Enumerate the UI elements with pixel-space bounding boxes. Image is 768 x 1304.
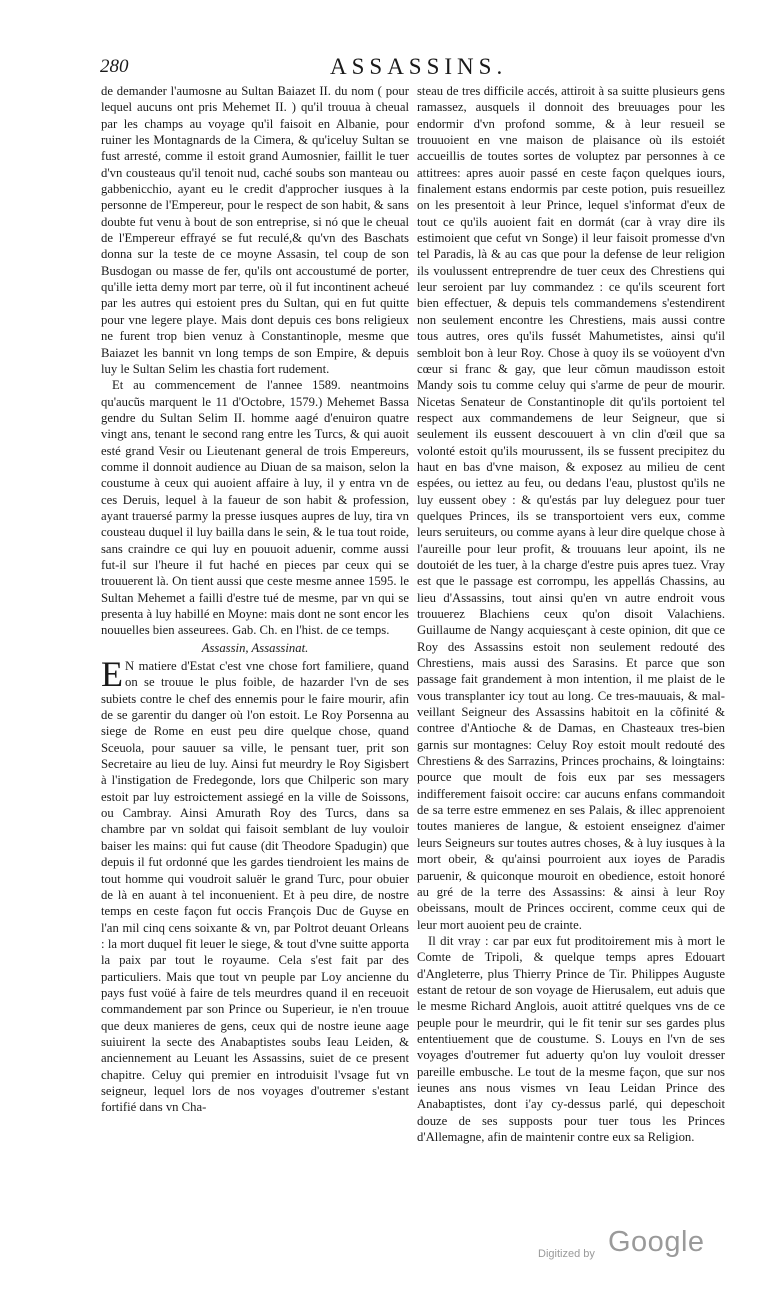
left-paragraph-1: de demander l'aumosne au Sultan Baiazet II. du nom ( pour lequel aucuns ont pris Mehemet II. ) qu'il trouua à cheual par les champs au voyage qu'il faisoit en Albanie, pour ruiner les Montagnards de la Cimera, & qu'iceluy Sultan se fust arresté, comme il estoit grand Aumosnier, faillit le tuer d'vn cousteaus qu'il tenoit nud, caché soubs son manteau ou gabbenicchio, ayant eu le credit d'approcher iusques à la personne de l'Empereur, pour le respect de son habit, & sans doubte fut venu à bout de son entreprise, si nó que le cheual de l'Empereur effrayé se fut reculé,& qu'vn des Baschats donna sur la teste de ce moyne Assasin, tel coup de son Busdogan ou masse de fer, qu'ils ont accoustumé de porter, qu'ille ietta demy mort par terre, où il fut incontinent acheué par les autres qui estoient pres du Sultan, qui en fut quitte pour vne legere playe. Mais dont depuis ces bons religieux ne furent trop bien venuz à Constantinople, mesme que Baiazet les bannit vn long temps de son Empire, & depuis luy le Sultan Selim les chastia fort rudement. (101, 84, 409, 376)
left-paragraph-3: EN matiere d'Estat c'est vne chose fort familiere, quand on se trouue le plus foible, de hazarder l'vn de ses subiets contre le chef des ennemis pour le faire mourir, afin de se garentir du danger où l'on estoit. Le Roy Porsenna au siege de Rome en eust peu dire quelque chose, quand Sceuola, pour sauuer sa ville, le pensant tuer, prit son Secretaire au lieu de luy. Ainsi fut meurdry le Roy Sigisbert à l'instigation de Fredegonde, lors que Chilperic son mary estoit par luy estroictement assiegé en la ville de Soissons, ou Cambray. Ainsi Amurath Roy des Turcs, dans sa chambre par vn soldat qui faisoit semblant de luy vouloir baiser les mains: qui fut cause (dit Theodore Spadugin) que depuis il fut ordonné que les gardes tiendroient les mains de tout homme qui voudroit saluër le grand Turc, pour obuier de là en auant à tel inconuenient. Et à peu dire, de nostre temps en ceste façon fut occis François Duc de Guyse en l'an mil cinq cens soixante & vn, par Poltrot deuant Orleans : la mort duquel fit leuer le siege, & tout d'vne suitte apporta la paix par tout le royaume. Cela s'est fait par des particuliers. Mais que tout vn peuple par Loy ancienne du pays fust voüé à faire de tels meurdres quand il en receuoit commandement par son Prince ou Superieur, ie n'en trouue que deux manieres de gens, ceux qui de nostre ieune aage suiuirent la secte des Anabaptistes soubs Ieau Leiden, & anciennement au Leuant les Assassins, suiet de ce present chapitre. Celuy qui premier en introduisit l'vsage fut vn seigneur, lequel lors de nos voyages d'outremer s'estant fortifié dans vn Cha- (101, 654, 409, 1115)
page-number: 280 (100, 56, 129, 77)
running-head: ASSASSINS. (330, 54, 508, 79)
right-column (417, 83, 725, 1144)
page-header (100, 56, 720, 84)
google-logo: Google (608, 1226, 705, 1258)
digitized-by-text: Digitized by (538, 1248, 595, 1260)
section-subheading: Assassin, Assassinat. (201, 640, 309, 655)
right-paragraph-2: Il dit vray : car par eux fut proditoirement mis à mort le Comte de Tripoli, & quelque temps apres Edouart d'Angleterre, plus Thierry Prince de Tir. Philippes Auguste estant de retour de son voyage de Hierusalem, eut aduis que le mesme Richard Anglois, auoit attitré quelques vns de ce peuple pour le meurdrir, qui le fit tenir sur ses gardes plus ententiuement que de coustume. S. Louys en l'vn de ses voyages d'outremer fut aduerty qu'on luy vouloit dresser pareille embusche. Le tout de la mesme façon, que sur nos ieunes ans nous vismes vn Ieau Leidan Prince des Anabaptistes, dont i'ay cy-dessus parlé, qui depeschoit douze de ses supposts pour tuer tous les Princes d'Allemagne, afin de maintenir contre eux sa Religion. (417, 933, 725, 1144)
left-column (101, 83, 409, 1115)
right-paragraph-1: steau de tres difficile accés, attiroit à sa suitte plusieurs gens ramassez, ausquels il donnoit des breuuages pour les endormir d'vn profond somme, & à leur resueil se trouuoient en vne maison de plaisance où ils estoiét accueillis de toutes sortes de voluptez par personnes à ce attitrees: apres auoir passé en ceste façon quelques iours, finalement estans endormis par ceste potion, puis resueillez on les presentoit à leur Prince, lequel s'informat d'eux de tout ce qu'ils auoient fait en dormát (car à vray dire ils estimoient que cefut vn Songe) il leur faisoit promesse d'vn tel Paradis, là & au cas que pour la defense de leur religion ils voulussent entreprendre de tuer ceux des Chrestiens qui leur seroient par luy commandez : ce qu'ils sceurent fort bien effectuer, & depuis tels commandemens s'estendirent non seulement encontre les Chrestiens, mais aussi contre tous autres, ores qu'ils fussét Mahumetistes, ainsi qu'il sembloit bon à leur Roy. Chose à quoy ils se voüoyent d'vn cœur si franc & gay, que leur cõmun maudisson estoit Mandy sois tu comme celuy qui s'arme de peur de mourir. Nicetas Senateur de Constantinople dit qu'ils portoient tel respect aux commandemens de leur Seigneur, que si seulement ils eussent descouuert à vn clin d'œil que sa volonté estoit qu'ils mourussent, ils se fussent precipitez du haut en bas d'vne maison, & exposez au milieu de cent espées, ou iettez au feu, ou dedans l'eau, plustost qu'ils ne luy eussent obey : & qu'estás par luy deleguez pour tuer quelques Princes, ils se transportoient vers eux, comme leurs seruiteurs, ou comme ayans à leur dire quelque chose à l'aureille pour leur profit, & trouuans leur apoint, ils ne doutoiét de les tuer, à la charge d'estre puis apres tuez. Vray est que le passage est corrompu, les appellás Chassins, au lieu d'Assassins, tout ainsi qu'en vn autre endroit vous trouuerez Blachiens ceux qu'on disoit Valachiens. Guillaume de Nangy acquiesçant à ceste opinion, dit que ce Roy des Assassins estoit non seulement redouté des Chrestiens, mais aussi des Sarasins. Et parce que son passage fait grandement à mon intention, il me plaist de le vous transplanter icy tout au long. Ce tres-mauuais, & mal-veillant Seigneur des Assassins habitoit en la cõfinité & contree d'Antioche & de Damas, en Chasteaux tres-bien garnis sur montagnes: Celuy Roy estoit moult redouté des Chrestiens & des Sarrazins, Princes prochains, & loingtains: pource que moult de fois eux par ses messagers indifferement faisoit occire: car aucuns enfans commandoit de sa terre estre emmenez en ses Palais, & illec apprenoient toutes manieres de langue, & estoient enseignez d'aimer leurs Seigneurs sur toutes autres choses, & à luy iusques à la mort obeir, & qu'ainsi pourroient aux ioyes de Paradis paruenir, & quiconque mouroit en obedience, estoit honoré au gré de la terre des Assassins: & ainsi à leur Roy obeissans, moult de Princes occirent, comme ceux qui de leur mort auoient peu de crainte. (417, 84, 725, 932)
left-paragraph-2: Et au commencement de l'annee 1589. neantmoins qu'aucũs marquent le 11 d'Octobre, 1579.) Mehemet Bassa gendre du Sultan Selim II. homme aagé d'enuiron quatre vingt ans, tenant le second rang entre les Turcs, & qui auoit esté grand Vesir ou Lieutenant general de trois Empereurs, comme il donnoit audience au Diuan de sa maison, selon la coustume à ceux qui auoient affaire à luy, il y entra vn de ces Deruis, lequel à la faueur de son habit & profession, ayant trauersé parmy la presse iusques aupres de luy, tira vn cousteau duquel il luy bailla dans le sein, & le tua tout roide, sans craindre ce qui luy en pouuoit aduenir, comme aussi fut-il sur l'heure il fut haché en pieces par ceux qui se trouuerent là. On tient aussi que ceste mesme annee 1595. le Sultan Mehemet a failli d'estre tué de mesme, par vn qui se presenta à luy habillé en Moyne: mais dont ne sont encor les nouuelles bien asseurees. Gab. Ch. en l'hist. de ce temps. (101, 378, 409, 638)
